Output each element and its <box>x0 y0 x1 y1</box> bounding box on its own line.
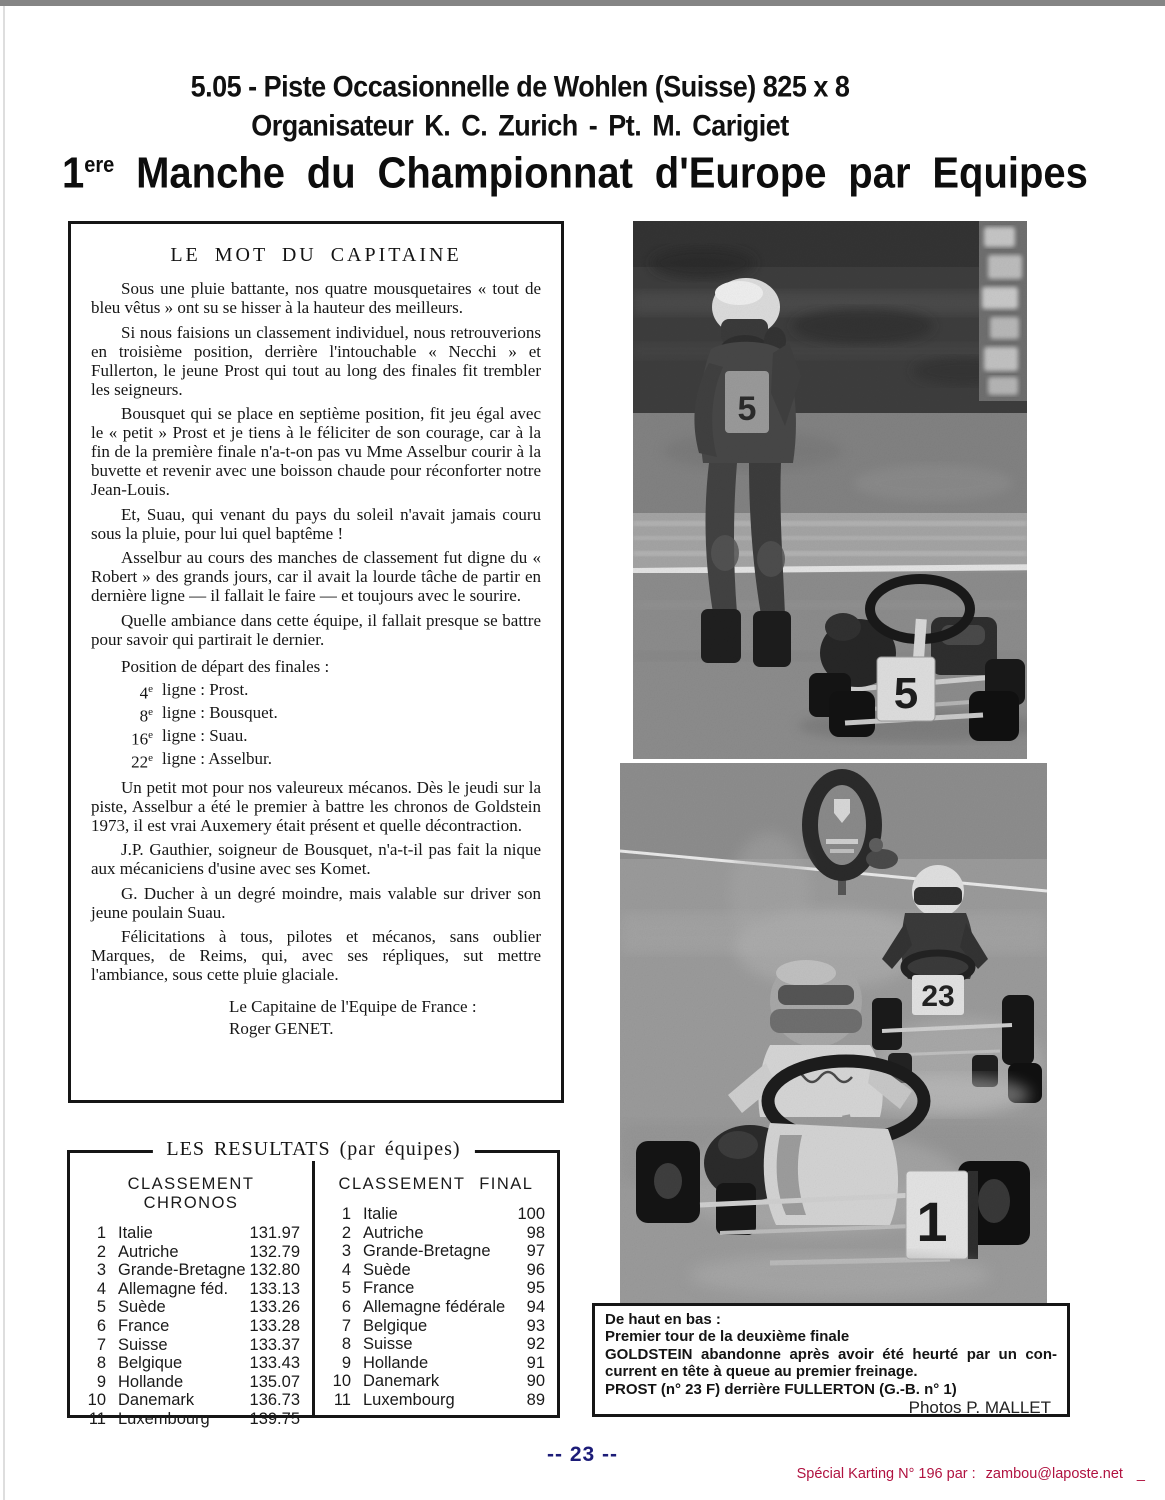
table-row <box>82 1410 300 1429</box>
table-row <box>82 1224 300 1243</box>
country-cell: Belgique <box>118 1354 183 1373</box>
value-cell: 136.73 <box>249 1391 300 1410</box>
value-cell: 95 <box>526 1279 545 1298</box>
country-cell: Belgique <box>363 1316 428 1335</box>
scan-credit-email[interactable]: zambou@laposte.net <box>985 1466 1123 1482</box>
value-cell: 133.43 <box>249 1354 300 1373</box>
table-row <box>82 1391 300 1410</box>
country-cell: Suède <box>363 1260 411 1279</box>
page-title <box>62 141 1088 198</box>
table-row <box>327 1224 545 1243</box>
value-cell: 132.80 <box>249 1261 300 1280</box>
value-cell: 96 <box>526 1260 545 1279</box>
start-position-line-number: 4e <box>139 682 153 703</box>
value-cell: 89 <box>526 1390 545 1409</box>
country-cell: Suisse <box>118 1335 168 1354</box>
start-position-line-number: 22e <box>131 751 153 772</box>
classement-chronos-table <box>70 1153 312 1428</box>
country-cell: France <box>363 1279 415 1298</box>
country-cell: Danemark <box>363 1372 440 1391</box>
table-row <box>82 1317 300 1336</box>
country-cell: Luxembourg <box>363 1390 455 1409</box>
table-row <box>327 1261 545 1280</box>
start-position-driver: ligne : Suau. <box>162 725 248 745</box>
results-box <box>67 1138 560 1428</box>
chronos-header: CLASSEMENT CHRONOS <box>127 1175 255 1212</box>
rank-cell: 3 <box>341 1242 351 1261</box>
rank-cell: 6 <box>341 1297 351 1316</box>
photo-driver-kart-5 <box>633 221 1027 759</box>
title-word: Manche <box>136 149 285 198</box>
article-paragraph: Bousquet qui se place en septième position, fit jeu égal avec le « petit » Prost et je tiens à le féliciter de son courage, car à la fin de la première finale n'a-t-on pas vu Mme Asselbur courir à la buvette et revenir avec une boisson chaude pour réconforter notre Jean-Louis. <box>91 404 541 499</box>
rank-cell: 7 <box>96 1335 106 1354</box>
value-cell: 133.37 <box>249 1335 300 1354</box>
title-word: du <box>306 149 356 198</box>
start-position-line-number: 16e <box>131 728 153 749</box>
table-row <box>327 1372 545 1391</box>
country-cell: Italie <box>118 1224 153 1242</box>
rank-cell: 9 <box>96 1372 106 1391</box>
article-paragraph: Asselbur au cours des manches de classement fut digne du « Robert » des grands jours, car il avait la lourde tâche de partir en dernière ligne — il fallait le faire — et toujours avec le sourire. <box>91 548 541 605</box>
article-paragraph: Sous une pluie battante, nos quatre mousquetaires « tout de bleu vêtus » ont su se hisser à la hauteur des meilleurs. <box>91 279 541 317</box>
start-position-driver: ligne : Bousquet. <box>162 702 278 722</box>
value-cell: 92 <box>526 1335 545 1354</box>
article-title: LE MOT DU CAPITAINE <box>170 244 462 266</box>
country-cell: Suède <box>118 1298 166 1317</box>
value-cell: 139.75 <box>249 1409 300 1428</box>
caption-line: Premier tour de la deuxième finale <box>605 1328 850 1346</box>
table-row <box>327 1242 545 1261</box>
rank-cell: 8 <box>96 1354 106 1373</box>
country-cell: Allemagne féd. <box>118 1279 229 1298</box>
table-row <box>327 1279 545 1298</box>
table-row <box>82 1373 300 1392</box>
caption-line: GOLDSTEIN abandonne après avoir été heurté par un con- <box>605 1345 1057 1363</box>
value-cell: 94 <box>526 1297 545 1316</box>
table-row <box>82 1336 300 1355</box>
rank-cell: 2 <box>341 1223 351 1242</box>
positions-intro: Position de départ des finales : <box>121 656 330 676</box>
value-cell: 98 <box>526 1223 545 1242</box>
article-signature <box>229 996 541 1040</box>
article-paragraph: J.P. Gauthier, soigneur de Bousquet, n'a-t-il pas fait la nique aux mécaniciens d'usine avec ses Komet. <box>91 840 541 879</box>
rank-cell: 10 <box>332 1372 351 1391</box>
rank-cell: 1 <box>96 1224 106 1242</box>
start-position-row <box>91 680 541 703</box>
scan-top-edge <box>0 0 1165 6</box>
kart-plate-number: 5 <box>893 669 919 718</box>
table-row <box>82 1280 300 1299</box>
scan-credit-trailing: _ <box>1136 1466 1145 1482</box>
scan-credit-prefix: Spécial Karting N° 196 par : <box>796 1466 976 1482</box>
organizer-line: Organisateur K. C. Zurich - Pt. M. Carigiet <box>251 109 789 143</box>
caption-line: current en tête à queue au premier freinage. <box>605 1363 918 1381</box>
scan-left-edge <box>3 6 5 1500</box>
country-cell: Danemark <box>118 1391 195 1410</box>
driver-bib-number: 5 <box>737 390 757 428</box>
country-cell: Autriche <box>118 1242 179 1261</box>
scan-credit <box>797 1466 1145 1482</box>
start-position-driver: ligne : Prost. <box>162 679 249 699</box>
country-cell: Grande-Bretagne <box>118 1261 246 1280</box>
article-paragraph: Et, Suau, qui venant du pays du soleil n'avait jamais couru sous la pluie, pour lui quel baptême ! <box>91 504 541 543</box>
final-header: CLASSEMENT FINAL <box>338 1175 534 1193</box>
title-word: par <box>848 149 911 198</box>
country-cell: Italie <box>363 1205 398 1223</box>
start-position-row <box>91 749 541 772</box>
event-subtitle: 5.05 - Piste Occasionnelle de Wohlen (Suisse) 825 x 8 <box>190 70 850 104</box>
rank-cell: 3 <box>96 1261 106 1280</box>
table-row <box>82 1354 300 1373</box>
article-paragraph: G. Ducher à un degré moindre, mais valable sur driver son jeune poulain Suau. <box>91 883 541 922</box>
rank-cell: 5 <box>341 1279 351 1298</box>
article-paragraph: Quelle ambiance dans cette équipe, il fallait presque se battre pour savoir qui partirait le dernier. <box>91 610 541 649</box>
rank-cell: 11 <box>88 1409 106 1428</box>
classement-final-table <box>315 1153 557 1415</box>
start-position-row <box>91 726 541 749</box>
value-cell: 131.97 <box>249 1224 300 1242</box>
results-title: LES RESULTATS (par équipes) <box>152 1138 474 1161</box>
page-number: -- 23 -- <box>547 1443 618 1466</box>
value-cell: 93 <box>526 1316 545 1335</box>
rank-cell: 2 <box>96 1242 106 1261</box>
start-position-row <box>91 703 541 726</box>
caption-line: PROST (n° 23 F) derrière FULLERTON (G.-B. n° 1) <box>605 1380 957 1398</box>
value-cell: 133.28 <box>249 1316 300 1335</box>
country-cell: France <box>118 1316 170 1335</box>
photo-credit: Photos P. MALLET <box>908 1398 1051 1418</box>
table-row <box>327 1391 545 1410</box>
country-cell: Suisse <box>363 1335 413 1354</box>
start-positions-list <box>91 680 541 773</box>
table-row <box>82 1243 300 1262</box>
article-body-bottom <box>91 778 541 985</box>
article-body-top <box>91 279 541 649</box>
title-ordinal: 1ere <box>62 149 115 198</box>
country-cell: Hollande <box>118 1372 184 1391</box>
value-cell: 135.07 <box>249 1372 300 1391</box>
value-cell: 133.26 <box>249 1298 300 1317</box>
kart-23-plate: 23 <box>921 980 955 1013</box>
country-cell: Hollande <box>363 1353 429 1372</box>
start-position-driver: ligne : Asselbur. <box>162 748 273 768</box>
kart-1-plate: 1 <box>916 1190 948 1253</box>
signature-role: Le Capitaine de l'Equipe de France : <box>229 997 477 1017</box>
signature-name: Roger GENET. <box>229 1019 334 1039</box>
rank-cell: 4 <box>96 1279 106 1298</box>
country-cell: Luxembourg <box>118 1409 210 1428</box>
table-row <box>327 1354 545 1373</box>
rank-cell: 7 <box>341 1316 351 1335</box>
country-cell: Grande-Bretagne <box>363 1242 491 1261</box>
value-cell: 91 <box>526 1353 545 1372</box>
value-cell: 90 <box>526 1372 545 1391</box>
start-position-line-number: 8e <box>139 705 153 726</box>
table-row <box>327 1335 545 1354</box>
rank-cell: 11 <box>333 1390 351 1409</box>
table-row <box>327 1298 545 1317</box>
value-cell: 100 <box>517 1205 545 1223</box>
article-paragraph: Félicitations à tous, pilotes et mécanos, sans oublier Marques, de Reims, qui, avec ses répliques, sut mettre l'ambiance, sous cette pluie glaciale. <box>91 927 541 985</box>
table-row <box>82 1298 300 1317</box>
rank-cell: 10 <box>87 1391 106 1410</box>
rank-cell: 4 <box>341 1260 351 1279</box>
photo-caption-box <box>592 1303 1070 1417</box>
article-paragraph: Si nous faisions un classement individuel, nous retrouverions en troisième position, derrière l'intouchable « Necchi » et Fullerton, le jeune Prost qui tout au long des finales fit trembler les seigneurs. <box>91 322 541 399</box>
captain-article-box <box>68 221 564 1103</box>
table-row <box>82 1261 300 1280</box>
table-row <box>327 1317 545 1336</box>
country-cell: Allemagne fédérale <box>363 1297 506 1316</box>
rank-cell: 6 <box>96 1316 106 1335</box>
rank-cell: 1 <box>341 1205 351 1223</box>
rank-cell: 5 <box>96 1298 106 1317</box>
caption-line: De haut en bas : <box>605 1311 721 1328</box>
title-word: Championnat <box>377 149 633 198</box>
value-cell: 132.79 <box>249 1242 300 1261</box>
table-row <box>327 1205 545 1224</box>
photo-race-karts-23-1 <box>620 763 1047 1305</box>
value-cell: 133.13 <box>249 1279 300 1298</box>
title-word: Equipes <box>932 149 1088 198</box>
article-paragraph: Un petit mot pour nos valeureux mécanos. Dès le jeudi sur la piste, Asselbur a été le premier à battre les chronos de Goldstein 1973, il est vrai Auxemery était présent et quelle décontraction. <box>91 777 541 835</box>
title-word: d'Europe <box>654 149 827 198</box>
value-cell: 97 <box>526 1242 545 1261</box>
rank-cell: 9 <box>341 1353 351 1372</box>
country-cell: Autriche <box>363 1223 424 1242</box>
rank-cell: 8 <box>341 1335 351 1354</box>
